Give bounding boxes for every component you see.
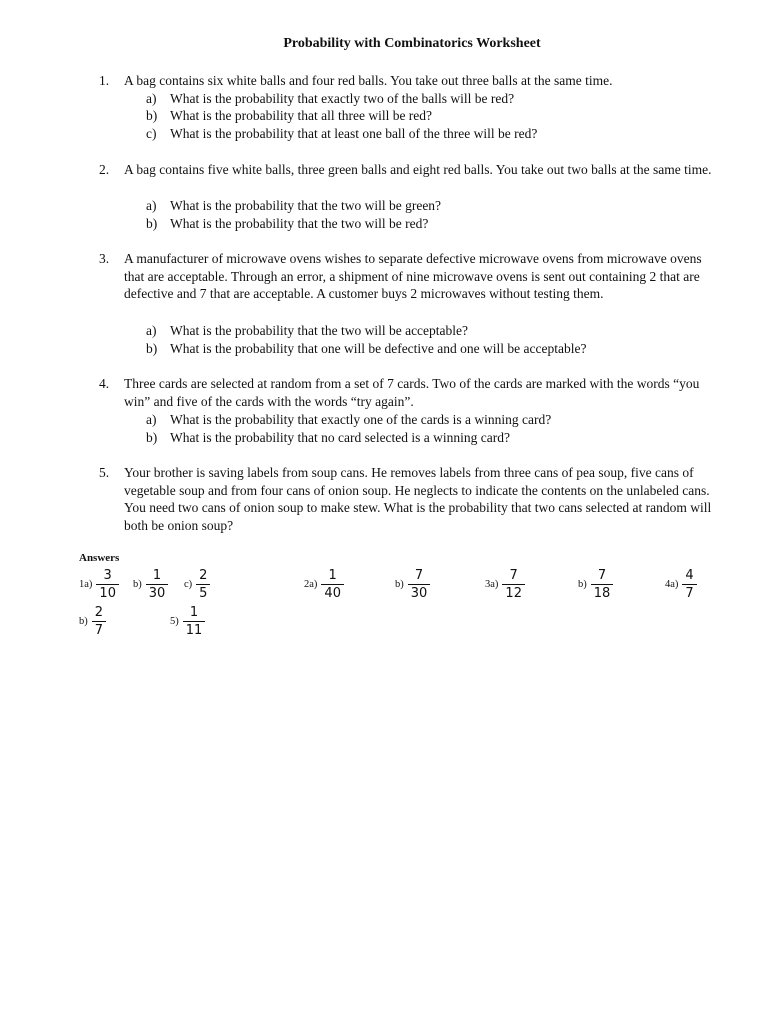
sub-question-text: What is the probability that no card selected is a winning card? xyxy=(170,430,511,445)
fraction-denominator: 7 xyxy=(682,584,696,601)
fraction-numerator: 7 xyxy=(597,568,607,583)
fraction-numerator: 7 xyxy=(509,568,518,583)
question-text: Three cards are selected at random from a set of 7 cards. Two of the cards are marked with the words “you win” and five of the cards with the words “try again”. xyxy=(124,376,700,409)
question-number: 1. xyxy=(99,73,110,88)
answer-fraction xyxy=(183,605,206,638)
answer-fraction xyxy=(196,568,210,601)
answer-1c xyxy=(184,568,210,601)
answer-1b xyxy=(133,568,168,601)
answer-fraction xyxy=(591,568,614,601)
fraction-numerator: 3 xyxy=(103,568,112,583)
fraction-numerator: 2 xyxy=(199,568,208,583)
sub-question-text: What is the probability that exactly one of the cards is a winning card? xyxy=(170,412,552,427)
sub-letter: b) xyxy=(146,430,158,445)
answer-label: c) xyxy=(184,579,193,590)
answer-4a xyxy=(665,568,697,601)
question-number: 2. xyxy=(99,162,110,177)
question-number: 5. xyxy=(99,465,110,480)
sub-letter: a) xyxy=(146,323,157,338)
answer-2a xyxy=(304,568,344,601)
question-text: A manufacturer of microwave ovens wishes to separate defective microwave ovens from microwave ovens that are acceptable. Through an error, a shipment of nine microwave ovens is sent out containing 2 that are defective and 7 that are acceptable. A customer buys 2 microwaves without testing them. xyxy=(124,251,702,302)
sub-question-text: What is the probability that at least one ball of the three will be red? xyxy=(170,126,538,141)
answer-1a xyxy=(79,568,119,601)
question-text: Your brother is saving labels from soup cans. He removes labels from three cans of pea soup, five cans of vegetable soup and from four cans of onion soup. He neglects to indicate the contents on the unlabeled cans. You need two cans of onion soup to make stew. What is the probability that two cans selected at random will both be onion soup? xyxy=(124,465,712,533)
fraction-denominator: 5 xyxy=(196,584,210,601)
answer-fraction xyxy=(96,568,119,601)
answer-fraction xyxy=(321,568,344,601)
fraction-denominator: 11 xyxy=(183,621,206,638)
sub-letter: b) xyxy=(146,108,158,123)
fraction-numerator: 1 xyxy=(328,568,337,583)
sub-question-text: What is the probability that the two will be red? xyxy=(170,216,429,231)
answer-2b xyxy=(395,568,430,601)
question-text: A bag contains six white balls and four red balls. You take out three balls at the same time. xyxy=(124,73,613,88)
answers-heading: Answers xyxy=(79,552,120,564)
question-number: 3. xyxy=(99,251,110,266)
answer-3b xyxy=(578,568,613,601)
answer-label: b) xyxy=(133,579,142,590)
fraction-numerator: 4 xyxy=(685,568,694,583)
fraction-denominator: 40 xyxy=(321,584,344,601)
answer-label: b) xyxy=(578,579,587,590)
answer-label: 5) xyxy=(170,616,179,627)
answer-label: 4a) xyxy=(665,579,679,590)
answer-fraction xyxy=(146,568,169,601)
fraction-numerator: 1 xyxy=(189,605,199,620)
fraction-numerator: 2 xyxy=(94,605,104,620)
sub-question-text: What is the probability that the two will be green? xyxy=(170,198,442,213)
sub-letter: b) xyxy=(146,341,158,356)
answer-label: 2a) xyxy=(304,579,318,590)
fraction-denominator: 7 xyxy=(92,621,106,638)
answer-fraction xyxy=(502,568,525,601)
answer-5 xyxy=(170,605,205,638)
fraction-numerator: 7 xyxy=(414,568,424,583)
answer-label: 3a) xyxy=(485,579,499,590)
sub-letter: a) xyxy=(146,91,157,106)
fraction-denominator: 18 xyxy=(591,584,614,601)
fraction-denominator: 30 xyxy=(146,584,169,601)
answer-fraction xyxy=(682,568,696,601)
sub-letter: b) xyxy=(146,216,158,231)
answer-fraction xyxy=(92,605,106,638)
sub-question-text: What is the probability that one will be defective and one will be acceptable? xyxy=(170,341,587,356)
answer-fraction xyxy=(408,568,431,601)
answer-label: b) xyxy=(395,579,404,590)
sub-question-text: What is the probability that all three will be red? xyxy=(170,108,433,123)
question-number: 4. xyxy=(99,376,110,391)
answer-3a xyxy=(485,568,525,601)
fraction-denominator: 10 xyxy=(96,584,119,601)
page-title: Probability with Combinatorics Worksheet xyxy=(283,36,541,51)
fraction-denominator: 12 xyxy=(502,584,525,601)
fraction-numerator: 1 xyxy=(152,568,162,583)
question-text: A bag contains five white balls, three green balls and eight red balls. You take out two balls at the same time. xyxy=(124,162,712,177)
answer-label: b) xyxy=(79,616,88,627)
answer-label: 1a) xyxy=(79,579,93,590)
sub-letter: c) xyxy=(146,126,157,141)
sub-letter: a) xyxy=(146,198,157,213)
sub-question-text: What is the probability that exactly two of the balls will be red? xyxy=(170,91,515,106)
answer-4b xyxy=(79,605,106,638)
sub-letter: a) xyxy=(146,412,157,427)
fraction-denominator: 30 xyxy=(408,584,431,601)
sub-question-text: What is the probability that the two will be acceptable? xyxy=(170,323,469,338)
